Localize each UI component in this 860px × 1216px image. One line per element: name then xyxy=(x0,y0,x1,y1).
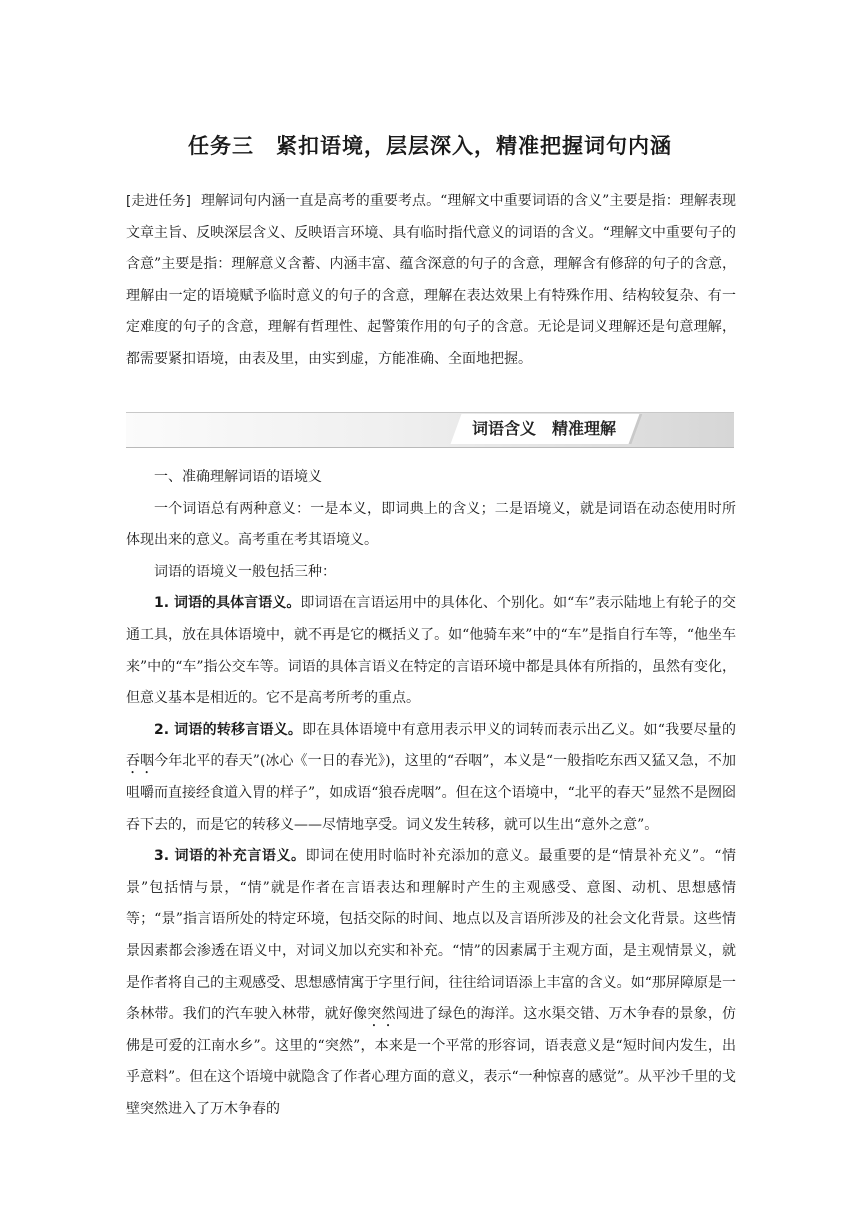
item-2-text-a: 即在具体语境中有意用表示甲义的词转而表示出乙义。如“我要尽量的 xyxy=(302,721,737,738)
page-title: 任务三 紧扣语境，层层深入，精准把握词句内涵 xyxy=(188,134,672,158)
item-3-emphasis: 突然 xyxy=(367,1006,396,1023)
item-1-lead: 1. 词语的具体言语义。 xyxy=(154,595,301,612)
banner-bottom-rule xyxy=(126,447,734,448)
item-1-text: 即词语在言语运用中的具体化、个别化。如“车”表示陆地上有轮子的交通工具，放在具体语境中，就不再是它的概括义了。如“他骑车来”中的“车”是指自行车等，“他坐车来”中的“车”指公交车等。词语的具体言语义在特定的言语环境中都是具体有所指的，虽然有变化，但意义基本是相近的。它不是高考所考的重点。 xyxy=(126,595,736,707)
banner-label: 词语含义 精准理解 xyxy=(472,419,617,438)
banner-label-box xyxy=(451,414,643,444)
item-2-text-b: 今年北平的春天”(冰心《一日的春光》)，这里的“吞咽”，本义是“一般指吃东西又猛又急，不加咀嚼而直接经食道入胃的样子”，如成语“狼吞虎咽”。但在这个语境中，“北平的春天”显然不是囫囵吞下去的，而是它的转移义——尽情地享受。词义发生转移，就可以生出“意外之意”。 xyxy=(126,753,736,833)
paragraph-1: 一个词语总有两种意义：一是本义，即词典上的含义；二是语境义，就是词语在动态使用时所体现出来的意义。高考重在考其语境义。 xyxy=(126,500,736,549)
intro-text: 理解词句内涵一直是高考的重要考点。“理解文中重要词语的含义”主要是指：理解表现文章主旨、反映深层含义、反映语言环境、具有临时指代意义的词语的含义。“理解文中重要句子的含意”主要是指：理解意义含蓄、内涵丰富、蕴含深意的句子的含意，理解含有修辞的句子的含意，理解由一定的语境赋予临时意义的句子的含意，理解在表达效果上有特殊作用、结构较复杂、有一定难度的句子的含意，理解有哲理性、起警策作用的句子的含意。无论是词义理解还是句意理解，都需要紧扣语境，由表及里，由实到虚，方能准确、全面地把握。 xyxy=(126,193,736,367)
item-1 xyxy=(126,588,736,714)
item-3 xyxy=(126,841,736,1125)
item-2 xyxy=(126,715,736,841)
banner-top-rule xyxy=(126,412,734,413)
item-3-text-b: 闯进了绿色的海洋。这水渠交错、万木争春的景象，仿佛是可爱的江南水乡”。这里的“突然”，本来是一个平常的形容词，语表意义是“短时间内发生，出乎意料”。但在这个语境中就隐含了作者心理方面的意义，表示“一种惊喜的感觉”。从平沙千里的戈壁突然进入了万木争春的 xyxy=(126,1006,737,1117)
item-2-emphasis: 吞咽 xyxy=(126,753,155,770)
section-banner xyxy=(126,412,734,448)
item-3-text-a: 即词在使用时临时补充添加的意义。最重要的是“情景补充义”。“情景”包括情与景，“情”就是作者在言语表达和理解时产生的主观感受、意图、动机、思想感情等；“景”指言语所处的特定环境，包括交际的时间、地点以及言语所涉及的社会文化背景。这些情景因素都会渗透在语义中，对词义加以充实和补充。“情”的因素属于主观方面，是主观情景义，就是作者将自己的主观感受、思想感情寓于字里行间，往往给词语添上丰富的含义。如“那屏障原是一条林带。我们的汽车驶入林带，就好像 xyxy=(126,848,736,1023)
intro-paragraph xyxy=(126,186,736,376)
section-heading: 一、准确理解词语的语境义 xyxy=(154,469,322,485)
item-2-lead: 2. 词语的转移言语义。 xyxy=(154,721,303,738)
intro-tag: [走进任务] xyxy=(126,193,191,209)
section-body xyxy=(126,462,736,1125)
item-3-lead: 3. 词语的补充言语义。 xyxy=(154,848,306,865)
paragraph-2: 词语的语境义一般包括三种： xyxy=(154,563,336,580)
